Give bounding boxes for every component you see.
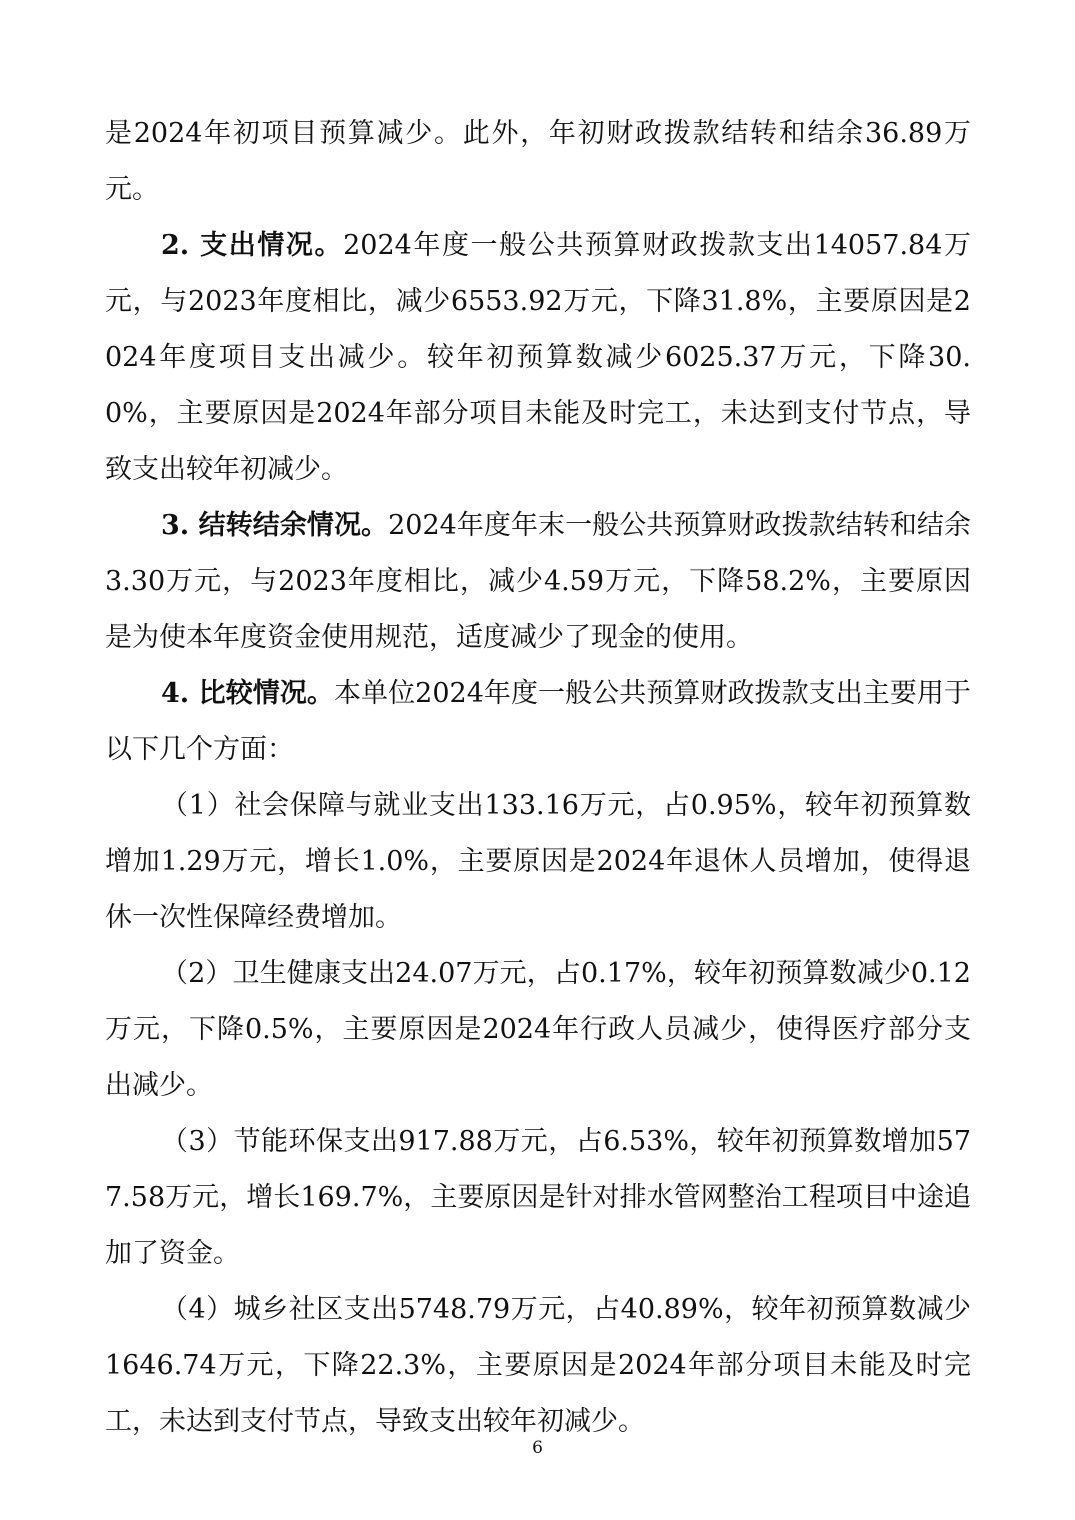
paragraph-item-social-security <box>105 778 971 946</box>
page-number: 6 <box>532 1438 543 1458</box>
paragraph-expenditure <box>105 218 971 498</box>
paragraph-heading: 4. 比较情况。 <box>161 678 334 709</box>
paragraph-text: （1）社会保障与就业支出133.16万元，占0.95%，较年初预算数增加1.29万元，增长1.0%，主要原因是2024年退休人员增加，使得退休一次性保障经费增加。 <box>105 790 971 933</box>
paragraph-text: 2024年度年末一般公共预算财政拨款结转和结余3.30万元，与2023年度相比，减少4.59万元，下降58.2%，主要原因是为使本年度资金使用规范，适度减少了现金的使用。 <box>105 510 971 653</box>
document-body <box>105 106 971 1450</box>
paragraph-carryover <box>105 498 971 666</box>
paragraph-text: （3）节能环保支出917.88万元，占6.53%，较年初预算数增加577.58万元，增长169.7%，主要原因是针对排水管网整治工程项目中途追加了资金。 <box>105 1126 971 1269</box>
paragraph-text: （2）卫生健康支出24.07万元，占0.17%，较年初预算数减少0.12万元，下降0.5%，主要原因是2024年行政人员减少，使得医疗部分支出减少。 <box>105 958 971 1101</box>
paragraph-item-urban-rural <box>105 1282 971 1450</box>
paragraph-continuation <box>105 106 971 218</box>
paragraph-item-environment <box>105 1114 971 1282</box>
paragraph-text: 是2024年初项目预算减少。此外，年初财政拨款结转和结余36.89万元。 <box>105 118 971 205</box>
paragraph-text: 2024年度一般公共预算财政拨款支出14057.84万元，与2023年度相比，减少6553.92万元，下降31.8%，主要原因是2024年度项目支出减少。较年初预算数减少6025.37万元，下降30.0%，主要原因是2024年部分项目未能及时完工，未达到支付节点，导致支出较年初减少。 <box>105 230 971 485</box>
paragraph-comparison <box>105 666 971 778</box>
paragraph-item-health <box>105 946 971 1114</box>
paragraph-heading: 2. 支出情况。 <box>161 230 344 261</box>
paragraph-text: 本单位2024年度一般公共预算财政拨款支出主要用于以下几个方面： <box>105 678 971 765</box>
paragraph-heading: 3. 结转结余情况。 <box>161 510 389 541</box>
paragraph-text: （4）城乡社区支出5748.79万元，占40.89%，较年初预算数减少1646.74万元，下降22.3%，主要原因是2024年部分项目未能及时完工，未达到支付节点，导致支出较年初减少。 <box>105 1294 971 1437</box>
